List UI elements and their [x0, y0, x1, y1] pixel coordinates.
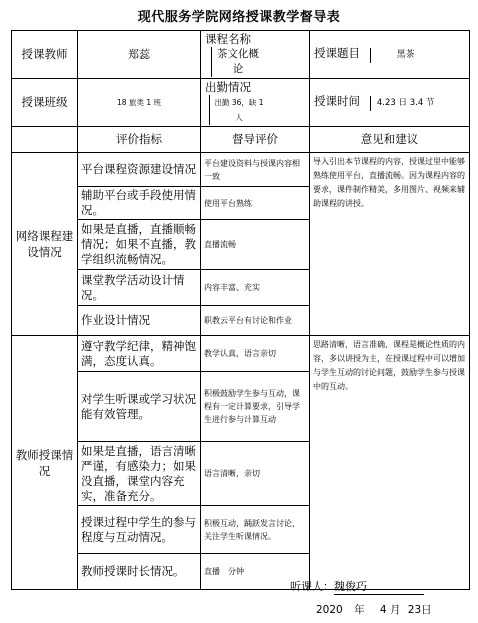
time-cell	[310, 79, 470, 127]
topic-label-cell	[310, 31, 470, 79]
s2-evaluation-4: 积极互动，踊跃发言讨论，关注学生听课情况。	[201, 506, 310, 554]
s1-indicator-4: 课堂教学活动设计情况。	[78, 270, 201, 306]
course-value: 茶文化概论	[211, 47, 264, 77]
column-header-row	[12, 127, 470, 153]
class-value: 18 旅类 1 班	[78, 79, 201, 127]
s1-row-1	[12, 153, 470, 187]
teacher-value: 郑蕊	[78, 31, 201, 79]
s1-evaluation-2: 使用平台熟练	[201, 187, 310, 220]
section2-category: 教师授课情况	[12, 336, 78, 590]
s1-indicator-3: 如果是直播，直播顺畅情况；如果不直播，教学组织流畅情况。	[78, 220, 201, 270]
s2-indicator-2: 对学生听课或学习状况能有效管理。	[78, 372, 201, 442]
date-month: 4	[379, 604, 387, 616]
s2-evaluation-3: 语言清晰，亲切	[201, 442, 310, 506]
header-blank	[12, 127, 78, 153]
time-label: 授课时间	[314, 94, 360, 108]
section1-suggestion: 导入引出本节课程的内容，授课过里中能够熟练使用平台，直播流畅。因为课程内容的要求，课件制作精美，多用图片、视频来辅助课程的讲授。	[310, 153, 470, 336]
header-suggestion: 意见和建议	[310, 127, 470, 153]
listener-line	[290, 578, 424, 595]
s2-evaluation-1: 教学认真，语言亲切	[201, 336, 310, 372]
s1-evaluation-1: 平台建设资料与授课内容相一致	[201, 153, 310, 187]
attendance-label: 出勤情况	[205, 80, 251, 94]
s2-row-1	[12, 336, 470, 372]
s1-indicator-5: 作业设计情况	[78, 306, 201, 336]
s1-indicator-1: 平台课程资源建设情况	[78, 153, 201, 187]
date-year-unit: 年	[354, 604, 365, 616]
listener-label: 听课人：	[290, 580, 334, 593]
s1-evaluation-3: 直播流畅	[201, 220, 310, 270]
topic-value: 黑茶	[370, 48, 441, 63]
s2-indicator-4: 授课过程中学生的参与程度与互动情况。	[78, 506, 201, 554]
s1-indicator-2: 辅助平台或手段使用情况。	[78, 187, 201, 220]
listener-signature	[334, 578, 424, 595]
s2-indicator-1: 遵守教学纪律，精神饱满，态度认真。	[78, 336, 201, 372]
header-evaluation: 督导评价	[201, 127, 310, 153]
course-label: 课程名称	[205, 32, 251, 46]
attendance-cell	[201, 79, 310, 127]
course-label-cell	[201, 31, 310, 79]
section1-category: 网络课程建设情况	[12, 153, 78, 336]
supervision-table	[11, 30, 470, 590]
header-indicator: 评价指标	[78, 127, 201, 153]
info-row-teacher	[12, 31, 470, 79]
info-row-class	[12, 79, 470, 127]
attendance-value: 出勤 36，缺 1 人	[209, 95, 268, 125]
s2-indicator-3: 如果是直播，语言清晰严谨，有感染力；如果没直播，课堂内容充实，准备充分。	[78, 442, 201, 506]
topic-label: 授课题目	[314, 46, 360, 60]
s2-indicator-5: 教师授课时长情况。	[78, 554, 201, 590]
s1-evaluation-4: 内容丰富、充实	[201, 270, 310, 306]
teacher-label: 授课教师	[12, 31, 78, 79]
time-value: 4.23 日 3.4 节	[370, 96, 441, 111]
date-line	[316, 602, 432, 617]
class-label: 授课班级	[12, 79, 78, 127]
date-day: 23日	[407, 604, 432, 616]
section2-suggestion: 思路清晰，语言准确，课程是概论性质的内容，多以讲授为主，在授课过程中可以增加与学生互动的讨论问题，鼓励学生参与授课中的互动。	[310, 336, 470, 590]
s2-evaluation-2: 积极鼓励学生参与互动，课程有一定计算要求，引导学生进行参与计算互动	[201, 372, 310, 442]
listener-name: 魏俊巧	[334, 580, 367, 593]
s1-evaluation-5: 职教云平台有讨论和作业	[201, 306, 310, 336]
form-title: 现代服务学院网络授课教学督导表	[137, 10, 341, 25]
date-month-unit: 月	[389, 604, 401, 616]
date-year: 2020	[316, 604, 343, 616]
s2-evaluation-5: 直播 分钟	[201, 554, 310, 590]
